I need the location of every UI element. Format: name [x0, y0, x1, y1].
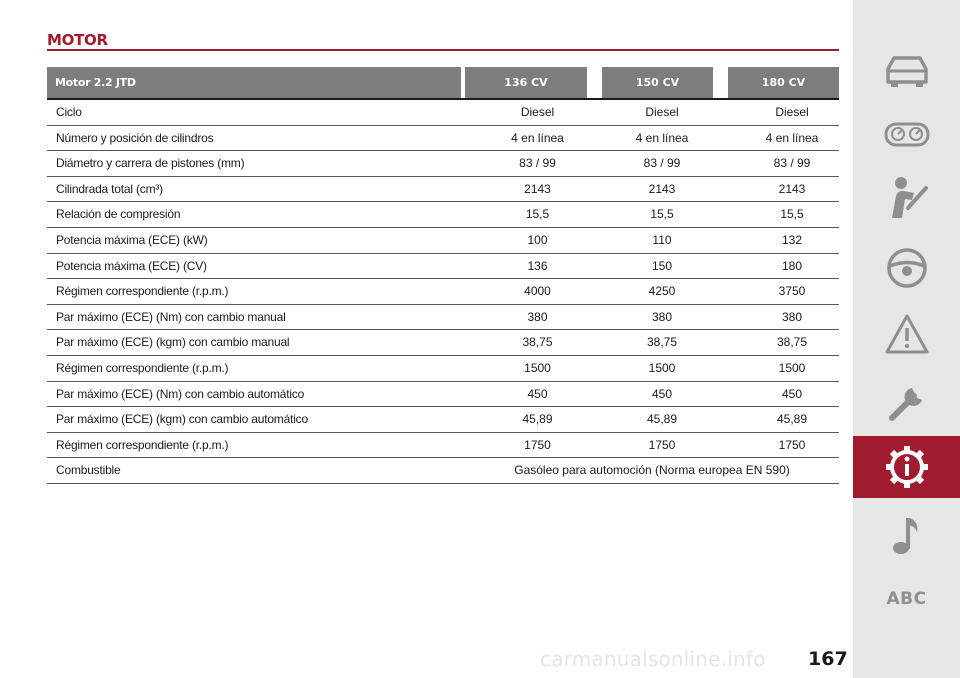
table-row [47, 202, 839, 228]
cell-150cv: 1750 [648, 437, 676, 452]
sidebar-item-multimedia[interactable] [853, 504, 960, 566]
cell-136cv: 100 [527, 232, 548, 247]
table-row [47, 151, 839, 177]
cell-180cv: 83 / 99 [773, 156, 811, 171]
table-row [47, 330, 839, 356]
cell-fuel-value: Gasóleo para automoción (Norma europea EN 590) [514, 463, 790, 478]
cell-150cv: 83 / 99 [643, 156, 681, 171]
header-engine-label: Motor 2.2 JTD [47, 67, 461, 98]
row-label: Régimen correspondiente (r.p.m.) [56, 284, 229, 299]
cell-180cv: 1500 [778, 360, 806, 375]
cell-150cv: 4250 [648, 284, 676, 299]
sidebar-item-vehicle[interactable] [853, 40, 960, 102]
table-row [47, 407, 839, 433]
row-label: Par máximo (ECE) (kgm) con cambio automático [56, 412, 308, 427]
wrench-icon [884, 378, 930, 424]
row-label: Par máximo (ECE) (Nm) con cambio automático [56, 386, 305, 401]
cell-180cv: 45,89 [776, 412, 808, 427]
cell-150cv: 45,89 [646, 412, 678, 427]
cell-136cv: 83 / 99 [519, 156, 556, 171]
cell-150cv: 15,5 [650, 207, 674, 222]
cell-180cv: 38,75 [776, 335, 808, 350]
cell-180cv: 3750 [778, 284, 806, 299]
row-label: Combustible [56, 463, 121, 478]
sidebar-item-technical-data[interactable] [853, 436, 960, 498]
title-divider [47, 49, 839, 51]
cell-180cv: 450 [781, 386, 803, 401]
row-label: Potencia máxima (ECE) (CV) [56, 258, 207, 273]
cell-180cv: 4 en línea [765, 130, 819, 145]
cell-150cv: 380 [651, 309, 673, 324]
music-note-icon [889, 514, 925, 556]
sidebar-item-emergency[interactable] [853, 303, 960, 365]
table-row [47, 433, 839, 459]
cell-136cv: 450 [527, 386, 548, 401]
sidebar-abc-label: ABC [886, 589, 927, 609]
table-header [47, 67, 839, 100]
cell-180cv: Diesel [775, 105, 809, 119]
cell-136cv: 380 [527, 309, 548, 324]
cell-180cv: 380 [781, 309, 803, 324]
row-label: Ciclo [56, 105, 82, 119]
steering-wheel-icon [885, 246, 929, 290]
header-col-180cv: 180 CV [728, 67, 839, 98]
seatbelt-passenger-icon [884, 174, 930, 220]
cell-136cv: 15,5 [525, 207, 550, 222]
table-row [47, 126, 839, 152]
cell-180cv: 2143 [778, 181, 806, 196]
cell-136cv: 1750 [524, 437, 551, 452]
cell-150cv: 38,75 [646, 335, 678, 350]
car-icon [883, 53, 931, 89]
row-label: Par máximo (ECE) (kgm) con cambio manual [56, 335, 290, 350]
engine-spec-table [47, 67, 839, 484]
cell-136cv: 4000 [524, 284, 551, 299]
cell-180cv: 132 [781, 232, 803, 247]
row-label: Cilindrada total (cm³) [56, 181, 163, 196]
cell-136cv: 2143 [524, 181, 551, 196]
cell-180cv: 180 [781, 258, 803, 273]
cell-150cv: 150 [651, 258, 673, 273]
cell-180cv: 15,5 [780, 207, 804, 222]
technical-data-gear-info-icon [882, 442, 932, 492]
cell-136cv: 38,75 [522, 335, 553, 350]
table-row [47, 254, 839, 280]
page-title: MOTOR [47, 31, 108, 49]
table-row [47, 228, 839, 254]
page-number: 167 [808, 648, 848, 670]
table-row-fuel [47, 458, 839, 484]
cell-136cv: 45,89 [522, 412, 553, 427]
row-label: Par máximo (ECE) (Nm) con cambio manual [56, 309, 286, 324]
row-label: Potencia máxima (ECE) (kW) [56, 232, 208, 247]
cell-180cv: 1750 [778, 437, 806, 452]
row-label: Régimen correspondiente (r.p.m.) [56, 437, 229, 452]
sidebar-item-index[interactable] [853, 568, 960, 630]
table-row [47, 177, 839, 203]
cell-136cv: 4 en línea [511, 130, 564, 145]
cell-150cv: 2143 [648, 181, 676, 196]
cell-136cv: 136 [527, 258, 548, 273]
watermark: carmanualsonline.info [540, 647, 766, 671]
cell-150cv: 4 en línea [635, 130, 689, 145]
sidebar-item-driving[interactable] [853, 237, 960, 299]
cell-136cv: Diesel [520, 105, 555, 119]
table-row [47, 279, 839, 305]
row-label: Número y posición de cilindros [56, 130, 214, 145]
sidebar-item-maintenance[interactable] [853, 370, 960, 432]
table-row [47, 382, 839, 408]
table-row [47, 356, 839, 382]
sidebar-item-dashboard[interactable] [853, 104, 960, 166]
cell-150cv: 450 [651, 386, 673, 401]
row-label: Diámetro y carrera de pistones (mm) [56, 156, 245, 171]
table-row [47, 305, 839, 331]
cell-150cv: 110 [652, 232, 672, 247]
cell-136cv: 1500 [524, 360, 551, 375]
header-col-136cv: 136 CV [465, 67, 587, 98]
dashboard-gauges-icon [883, 119, 931, 151]
cell-150cv: 1500 [648, 360, 676, 375]
sidebar-item-safety[interactable] [853, 166, 960, 228]
row-label: Relación de compresión [56, 207, 181, 222]
table-row [47, 100, 839, 126]
chapter-sidebar [853, 0, 960, 678]
header-col-150cv: 150 CV [602, 67, 713, 98]
row-label: Régimen correspondiente (r.p.m.) [56, 360, 229, 375]
warning-triangle-icon [884, 313, 930, 355]
cell-150cv: Diesel [645, 105, 679, 119]
